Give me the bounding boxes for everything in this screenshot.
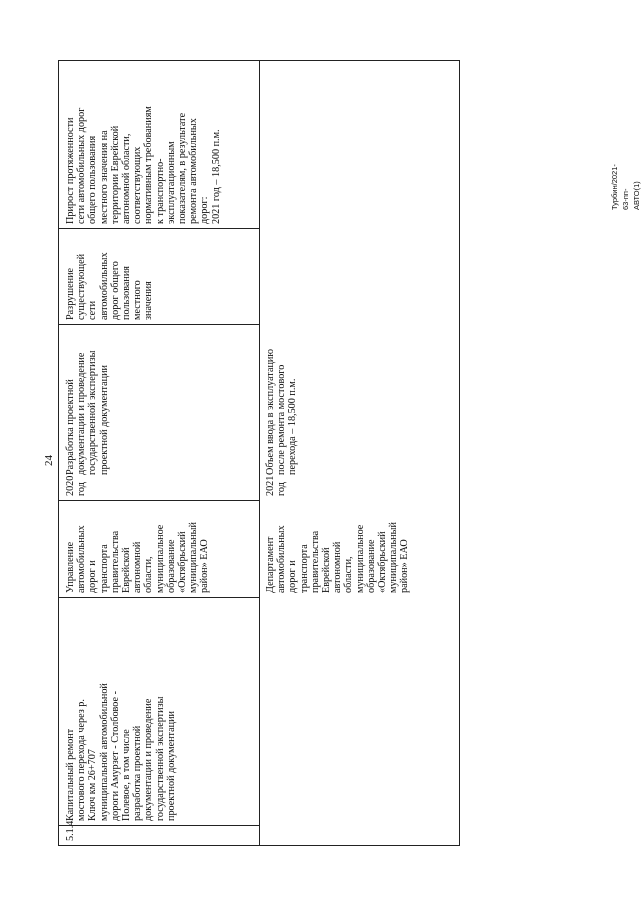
year-2021: 2021 год — [265, 475, 288, 496]
executor-2021: Департамент автомобильных дорог и транспорта правительства Еврейской автономной области, муниципальное образование «Октябрьский муниципальный район» ЕАО — [265, 522, 411, 593]
result-2020: Разработка проектной документации и проведение государственной экспертизы проектной документации — [65, 350, 110, 475]
measure-name: Капитальный ремонт мостового перехода через р. Ключ км 26+707 муниципальной автомобильной дороги Амурзет - Столбовое - Полевое, в том числе разработка проектной документации и проведение государственной экспертизы проектной документации — [65, 683, 177, 821]
indicator: Прирост протяженности сети автомобильных дорог общего пользования местного значения на территории Еврейской автономной области, соответствующих нормативным требованиям к транспортно- эксплуатационным показателям, в результате ремонта автомобильных дорог: 2021 год – 18,500 п.м. — [65, 106, 222, 224]
row-split-line — [259, 324, 260, 597]
page-number: 24 — [43, 455, 55, 466]
document-footer: Турбин/2021-63-пп-АВТО(1) — [610, 164, 642, 210]
result-2021: Объем ввода в эксплуатацию после ремонта мостового перехода – 18,500 п.м. — [265, 349, 299, 475]
executor-2020: Управление автомобильных дорог и транспорта правительства Еврейской автономной области, муниципальное образование «Октябрьский муниципальный район» ЕАО — [65, 522, 211, 593]
row-number: 5.1.4 — [65, 820, 76, 841]
year-2020: 2020 год — [65, 475, 88, 496]
consequence: Разрушение существующей сети автомобильных дорог общего пользования местного значения — [65, 252, 155, 320]
